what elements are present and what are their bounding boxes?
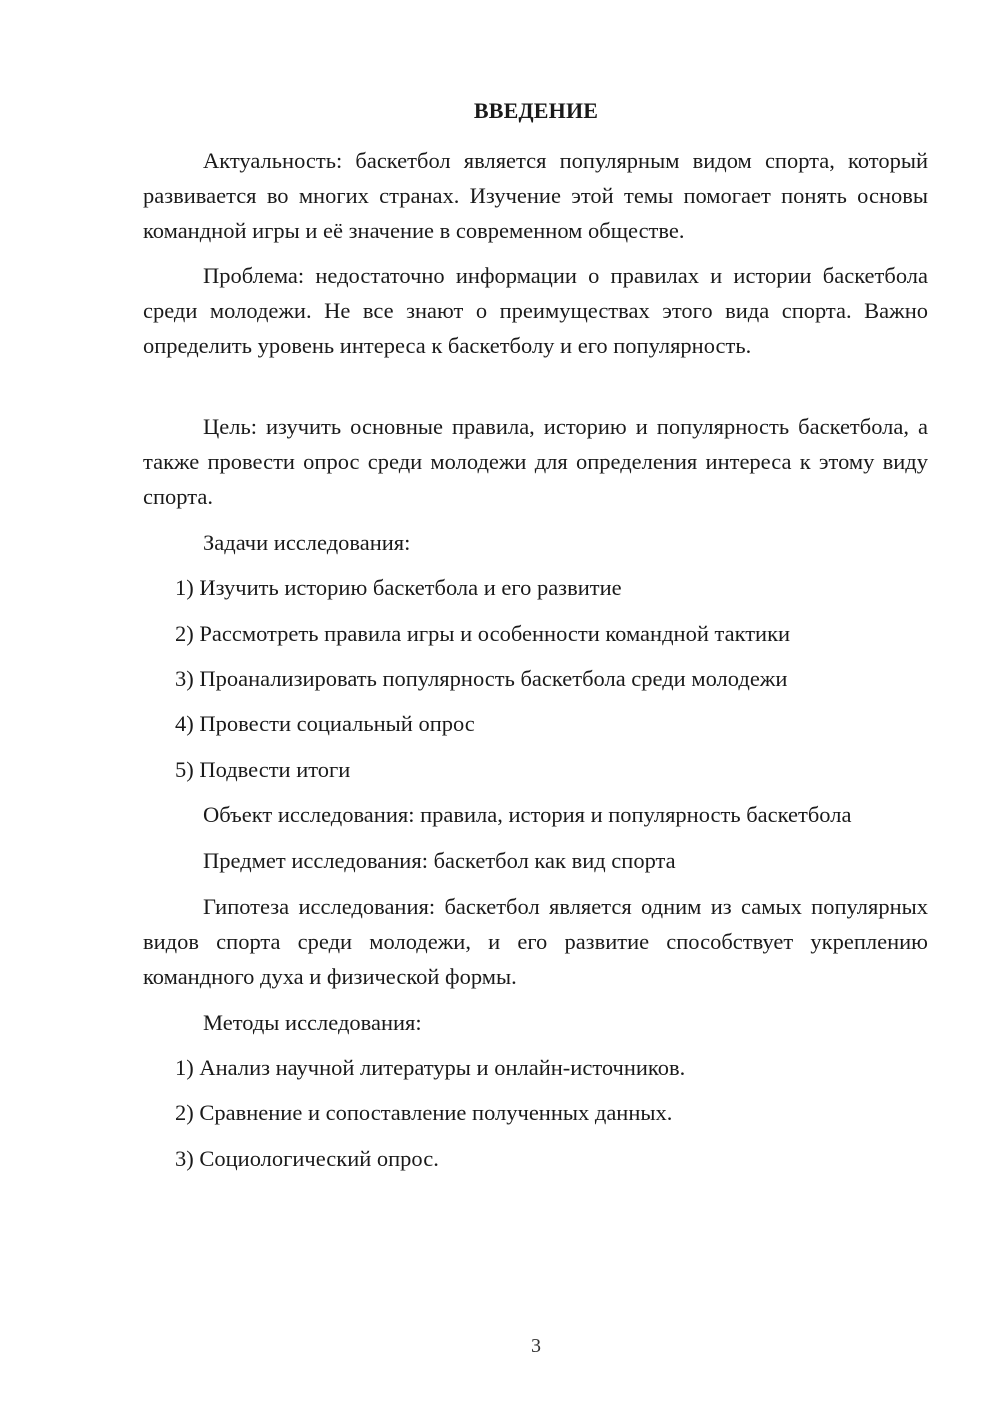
relevance-paragraph: Актуальность: баскетбол является популярным видом спорта, который развивается во многих странах. Изучение этой темы помогает понять основы командной игры и её значение в современном обществе. (143, 148, 928, 243)
method-item: 1) Анализ научной литературы и онлайн-источников. (175, 1055, 686, 1080)
hypothesis-paragraph: Гипотеза исследования: баскетбол является одним из самых популярных видов спорта среди молодежи, и его развитие способствует укреплению командного духа и физической формы. (143, 894, 928, 989)
method-item: 3) Социологический опрос. (175, 1146, 439, 1171)
method-item: 2) Сравнение и сопоставление полученных данных. (175, 1100, 673, 1125)
task-item: 1) Изучить историю баскетбола и его развитие (175, 575, 622, 600)
problem-paragraph: Проблема: недостаточно информации о правилах и истории баскетбола среди молодежи. Не все знают о преимуществах этого вида спорта. Важно определить уровень интереса к баскетболу и его популярность. (143, 263, 928, 358)
page-title: ВВЕДЕНИЕ (473, 98, 599, 123)
research-object: Объект исследования: правила, история и популярность баскетбола (203, 802, 852, 827)
research-subject: Предмет исследования: баскетбол как вид спорта (203, 848, 676, 873)
task-item: 5) Подвести итоги (175, 757, 351, 782)
task-item: 2) Рассмотреть правила игры и особенности командной тактики (175, 621, 791, 646)
task-item: 3) Проанализировать популярность баскетбола среди молодежи (175, 666, 788, 691)
page-number: 3 (531, 1335, 541, 1357)
methods-heading: Методы исследования: (203, 1010, 422, 1035)
goal-paragraph: Цель: изучить основные правила, историю и популярность баскетбола, а также провести опрос среди молодежи для определения интереса к этому виду спорта. (143, 414, 928, 509)
task-item: 4) Провести социальный опрос (175, 711, 475, 736)
tasks-heading: Задачи исследования: (203, 530, 411, 555)
